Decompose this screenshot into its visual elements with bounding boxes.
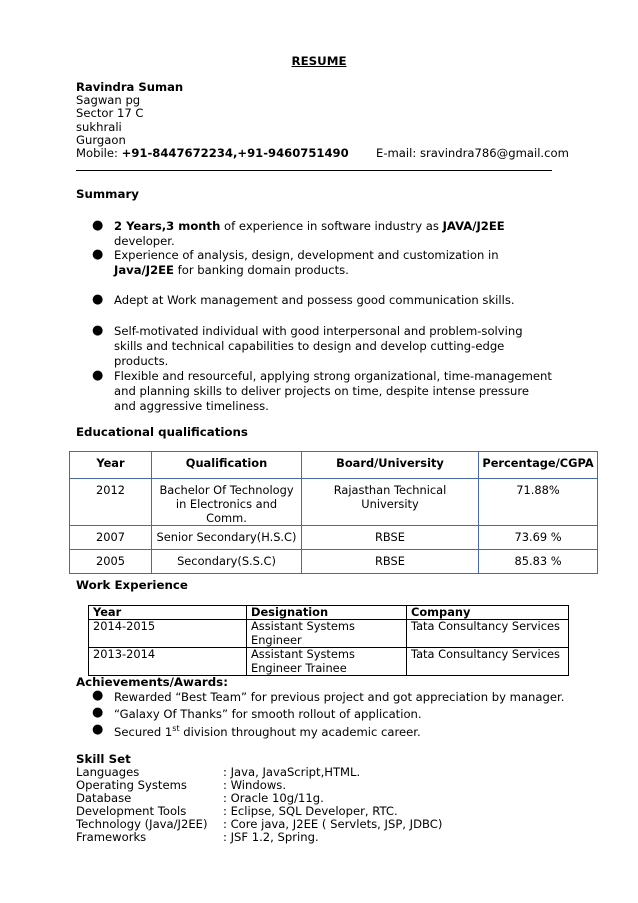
- table-cell: Senior Secondary(H.S.C): [152, 526, 302, 550]
- summary-text: Self-motivated individual with good interpersonal and problem-solving skills and technical capabilities to design and develop cutting-edge products.: [114, 324, 523, 368]
- skill-label: Database: [76, 791, 132, 805]
- skill-value: : Core java, J2EE ( Servlets, JSP, JDBC): [223, 817, 443, 831]
- column-header: Percentage/CGPA: [479, 452, 598, 479]
- column-header: Year: [89, 606, 247, 620]
- skill-label: Technology (Java/J2EE): [76, 817, 208, 831]
- achievements-heading: Achievements/Awards:: [76, 675, 228, 689]
- address-line: sukhrali: [76, 119, 122, 134]
- bullet-icon: ●: [92, 292, 104, 307]
- table-cell: 71.88%: [479, 479, 598, 526]
- resume-title: RESUME: [291, 54, 347, 68]
- table-cell: RBSE: [302, 526, 479, 550]
- bullet-icon: ●: [92, 247, 104, 262]
- address-line: Sector 17 C: [76, 106, 144, 121]
- achievement-text: “Galaxy Of Thanks” for smooth rollout of application.: [114, 707, 422, 721]
- summary-text: Flexible and resourceful, applying strong organizational, time-management and planning skills to deliver projects on time, despite intense pressure and aggressive timeliness.: [114, 369, 552, 413]
- skill-label: Languages: [76, 765, 140, 779]
- skill-value: : Eclipse, SQL Developer, RTC.: [223, 804, 398, 818]
- table-cell: 85.83 %: [479, 550, 598, 574]
- column-header: Designation: [247, 606, 407, 620]
- column-header: Company: [407, 606, 569, 620]
- education-table: [69, 451, 598, 574]
- skill-label: Frameworks: [76, 830, 147, 844]
- table-cell: 73.69 %: [479, 526, 598, 550]
- summary-heading: Summary: [76, 187, 139, 201]
- table-cell: 2013-2014: [89, 648, 247, 676]
- skill-value: : Java, JavaScript,HTML.: [223, 765, 361, 779]
- mobile-label: Mobile:: [76, 146, 122, 161]
- table-header-row: [70, 452, 598, 479]
- work-heading: Work Experience: [76, 578, 188, 592]
- bullet-icon: ●: [92, 323, 104, 338]
- table-cell: 2014-2015: [89, 620, 247, 648]
- column-header: Year: [70, 452, 152, 479]
- summary-text: 2 Years,3 month of experience in software industry as JAVA/J2EE developer.: [114, 219, 505, 248]
- table-cell: 2005: [70, 550, 152, 574]
- table-row: [89, 620, 569, 648]
- table-cell: Bachelor Of Technology in Electronics and Comm.: [152, 479, 302, 526]
- skill-label: Development Tools: [76, 804, 187, 818]
- table-row: [70, 526, 598, 550]
- bullet-icon: ●: [92, 722, 104, 737]
- candidate-name: Ravindra Suman: [76, 80, 184, 94]
- skill-label: Operating Systems: [76, 778, 187, 792]
- table-cell: Assistant Systems Engineer: [247, 620, 407, 648]
- summary-text: Adept at Work management and possess good communication skills.: [114, 293, 515, 307]
- bullet-icon: ●: [92, 705, 104, 720]
- skill-value: : Oracle 10g/11g.: [223, 791, 324, 805]
- skills-heading: Skill Set: [76, 752, 131, 766]
- address-line: Gurgaon: [76, 132, 126, 147]
- header-divider: [76, 170, 552, 171]
- column-header: Qualification: [152, 452, 302, 479]
- table-cell: Assistant Systems Engineer Trainee: [247, 648, 407, 676]
- bullet-icon: ●: [92, 218, 104, 233]
- table-cell: Tata Consultancy Services: [407, 620, 569, 648]
- table-cell: Rajasthan Technical University: [302, 479, 479, 526]
- table-cell: 2012: [70, 479, 152, 526]
- column-header: Board/University: [302, 452, 479, 479]
- skill-value: : Windows.: [223, 778, 287, 792]
- mobile-line: [76, 147, 349, 160]
- bullet-icon: ●: [92, 368, 104, 383]
- table-cell: Secondary(S.S.C): [152, 550, 302, 574]
- mobile-number: +91-8447672234,+91-9460751490: [121, 146, 349, 161]
- skill-value: : JSF 1.2, Spring.: [223, 830, 319, 844]
- contact-block: [76, 81, 349, 160]
- achievement-text: Rewarded “Best Team” for previous project and got appreciation by manager.: [114, 690, 565, 704]
- summary-text: Experience of analysis, design, development and customization in Java/J2EE for banking domain products.: [114, 248, 499, 277]
- table-row: [70, 550, 598, 574]
- table-cell: Tata Consultancy Services: [407, 648, 569, 676]
- work-table: [88, 605, 569, 676]
- email-address: E-mail: sravindra786@gmail.com: [376, 146, 569, 160]
- table-row: [89, 648, 569, 676]
- table-cell: 2007: [70, 526, 152, 550]
- table-cell: RBSE: [302, 550, 479, 574]
- achievement-text: Secured 1st division throughout my academic career.: [114, 724, 421, 739]
- bullet-icon: ●: [92, 688, 104, 703]
- table-header-row: [89, 606, 569, 620]
- education-heading: Educational qualifications: [76, 425, 248, 439]
- table-row: [70, 479, 598, 526]
- address-line: Sagwan pg: [76, 93, 141, 108]
